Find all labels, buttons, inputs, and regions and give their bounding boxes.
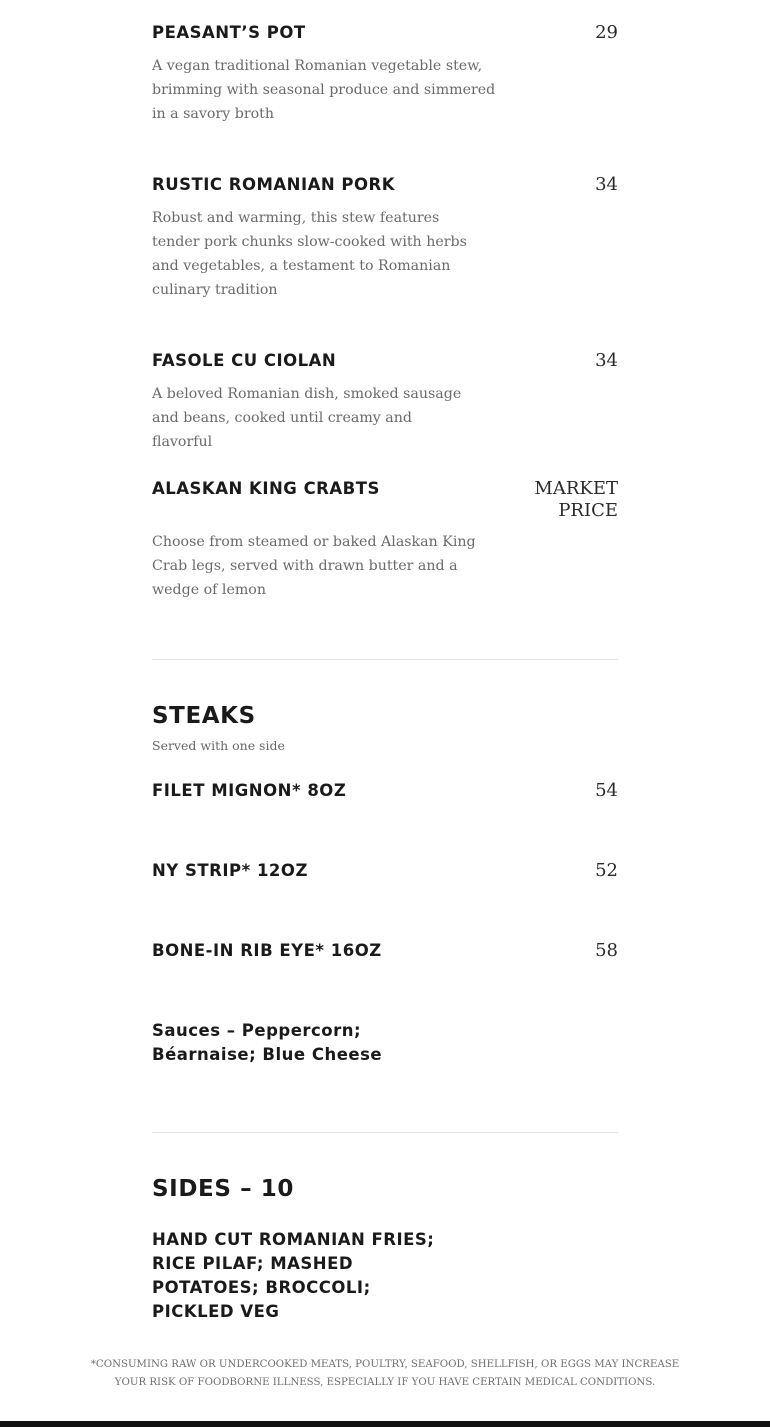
sides-heading: SIDES – 10 xyxy=(152,1176,295,1202)
item-name: FASOLE CU CIOLAN xyxy=(152,351,337,370)
steaks-subtitle: Served with one side xyxy=(152,738,285,753)
section-divider xyxy=(152,659,618,660)
item-price: 58 xyxy=(595,940,618,961)
sauces-note: Sauces – Peppercorn; Béarnaise; Blue Cheese xyxy=(152,1021,383,1064)
item-name: BONE-IN RIB EYE* 16OZ xyxy=(152,941,382,960)
item-description: A vegan traditional Romanian vegetable stew, brimming with seasonal produce and simmered in a savory broth xyxy=(152,58,496,122)
consumption-disclaimer: *CONSUMING RAW OR UNDERCOOKED MEATS, POULTRY, SEAFOOD, SHELLFISH, OR EGGS MAY INCREASE YOUR RISK OF FOODBORNE ILLNESS, ESPECIALLY IF YOU HAVE CERTAIN MEDICAL CONDITIONS. xyxy=(90,1359,680,1388)
bottom-bar xyxy=(0,1421,770,1427)
steaks-heading: STEAKS xyxy=(152,703,256,729)
section-divider xyxy=(152,1132,618,1133)
item-price: 34 xyxy=(595,174,618,195)
item-name: NY STRIP* 12OZ xyxy=(152,861,308,880)
sides-list: HAND CUT ROMANIAN FRIES; RICE PILAF; MASHED POTATOES; BROCCOLI; PICKLED VEG xyxy=(152,1230,435,1321)
item-price: 52 xyxy=(595,860,618,881)
item-description: A beloved Romanian dish, smoked sausage and beans, cooked until creamy and flavorful xyxy=(152,386,462,450)
item-name: PEASANT’S POT xyxy=(152,23,306,42)
item-price: 54 xyxy=(595,780,618,801)
item-price: 29 xyxy=(595,22,618,43)
item-price: 34 xyxy=(595,350,618,371)
item-description: Robust and warming, this stew features tender pork chunks slow-cooked with herbs and vegetables, a testament to Romanian culinary tradition xyxy=(152,210,467,298)
item-price: MARKET PRICE xyxy=(534,478,618,521)
item-description: Choose from steamed or baked Alaskan King Crab legs, served with drawn butter and a wedge of lemon xyxy=(152,534,476,598)
item-name: ALASKAN KING CRABTS xyxy=(152,479,380,498)
item-name: RUSTIC ROMANIAN PORK xyxy=(152,175,396,194)
item-name: FILET MIGNON* 8OZ xyxy=(152,781,347,800)
